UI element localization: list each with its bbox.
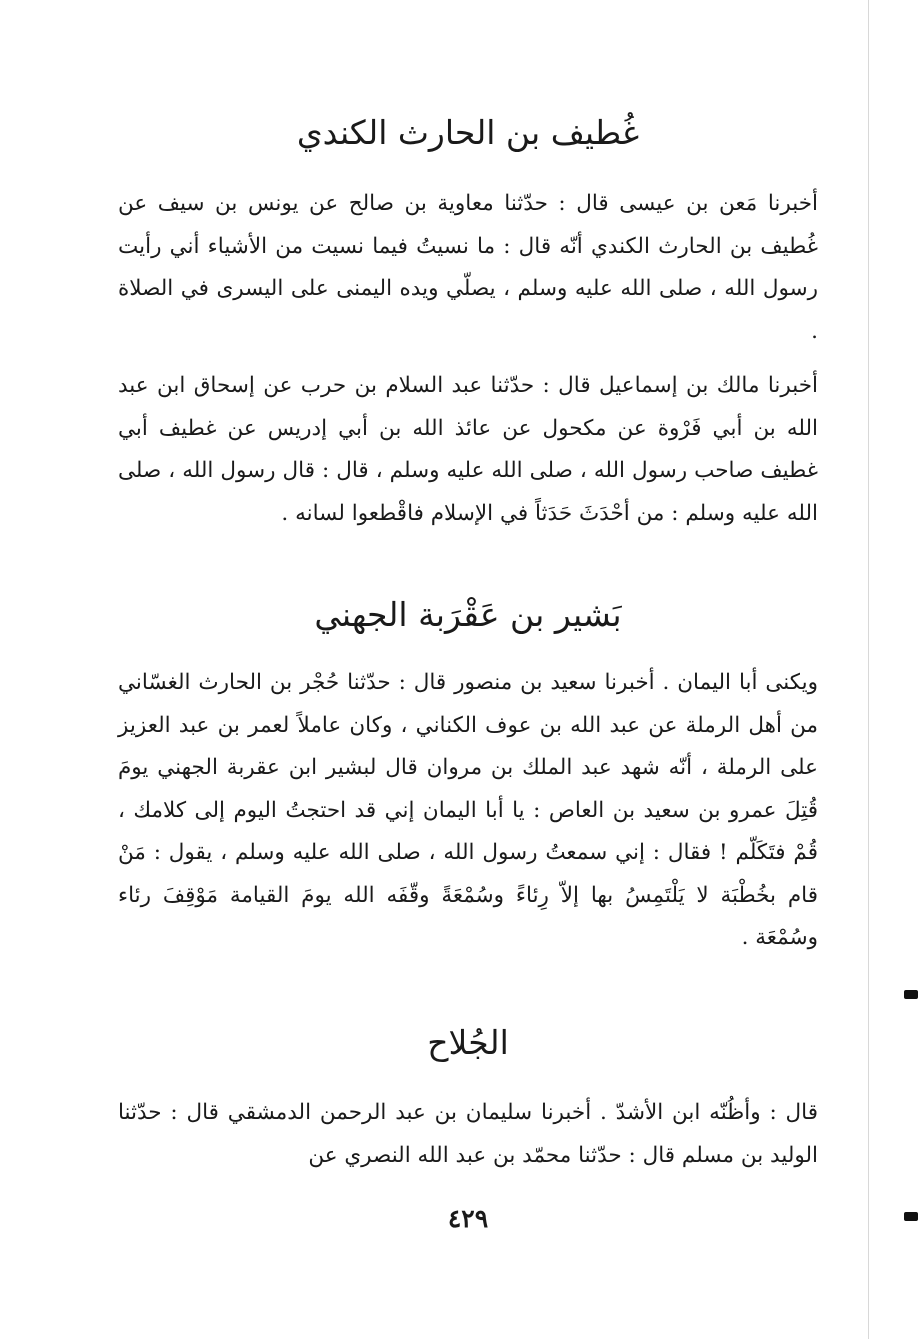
margin-mark bbox=[904, 1212, 918, 1221]
section-heading-julah: الجُلاح bbox=[427, 1023, 509, 1062]
margin-mark bbox=[904, 990, 918, 999]
section-heading-ghutayf: غُطيف بن الحارث الكندي bbox=[296, 113, 640, 152]
page-number: ٤٢٩ bbox=[447, 1204, 489, 1233]
paragraph: أخبرنا مَعن بن عيسى قال : حدّثنا معاوية بن صالح عن يونس بن سيف عن غُطيف بن الحارث الكندي أنّه قال : ما نسيتُ فيما نسيت من الأشياء أني رأيت رسول الله ، صلى الله عليه وسلم ، يصلّي ويده اليمنى على اليسرى في الصلاة . bbox=[118, 191, 818, 344]
paragraph: ويكنى أبا اليمان . أخبرنا سعيد بن منصور قال : حدّثنا حُجْر بن الحارث الغسّاني من أهل الرملة عن عبد الله بن عوف الكناني ، وكان عاملاً لعمر بن عبد العزيز على الرملة ، أنّه شهد عبد الملك بن مروان قال لبشير ابن عقربة الجهني يومَ قُتِلَ عمرو بن سعيد بن العاص : يا أبا اليمان إني قد احتجتُ اليوم إلى كلامك ، قُمْ فتَكَلّم ! فقال : إني سمعتُ رسول الله ، صلى الله عليه وسلم ، يقول : مَنْ قام بخُطْبَة لا يَلْتَمِسُ بها إلاّ رِئاءً وسُمْعَةً وقّفَه الله يومَ القيامة مَوْقِفَ رئاء وسُمْعَة . bbox=[118, 670, 818, 950]
paragraph: قال : وأظُنّه ابن الأشدّ . أخبرنا سليمان بن عبد الرحمن الدمشقي قال : حدّثنا الوليد بن مسلم قال : حدّثنا محمّد بن عبد الله النصري عن bbox=[118, 1100, 818, 1168]
page-edge-line bbox=[868, 0, 869, 1339]
section-heading-bashir: بَشير بن عَقْرَبة الجهني bbox=[314, 595, 622, 634]
paragraph: أخبرنا مالك بن إسماعيل قال : حدّثنا عبد السلام بن حرب عن إسحاق ابن عبد الله بن أبي فَرْوة عن مكحول عن عائذ الله بن أبي إدريس عن غطيف أبي غطيف صاحب رسول الله ، صلى الله عليه وسلم ، قال : قال رسول الله ، صلى الله عليه وسلم : من أحْدَثَ حَدَثاً في الإسلام فاقْطعوا لسانه . bbox=[118, 373, 818, 526]
